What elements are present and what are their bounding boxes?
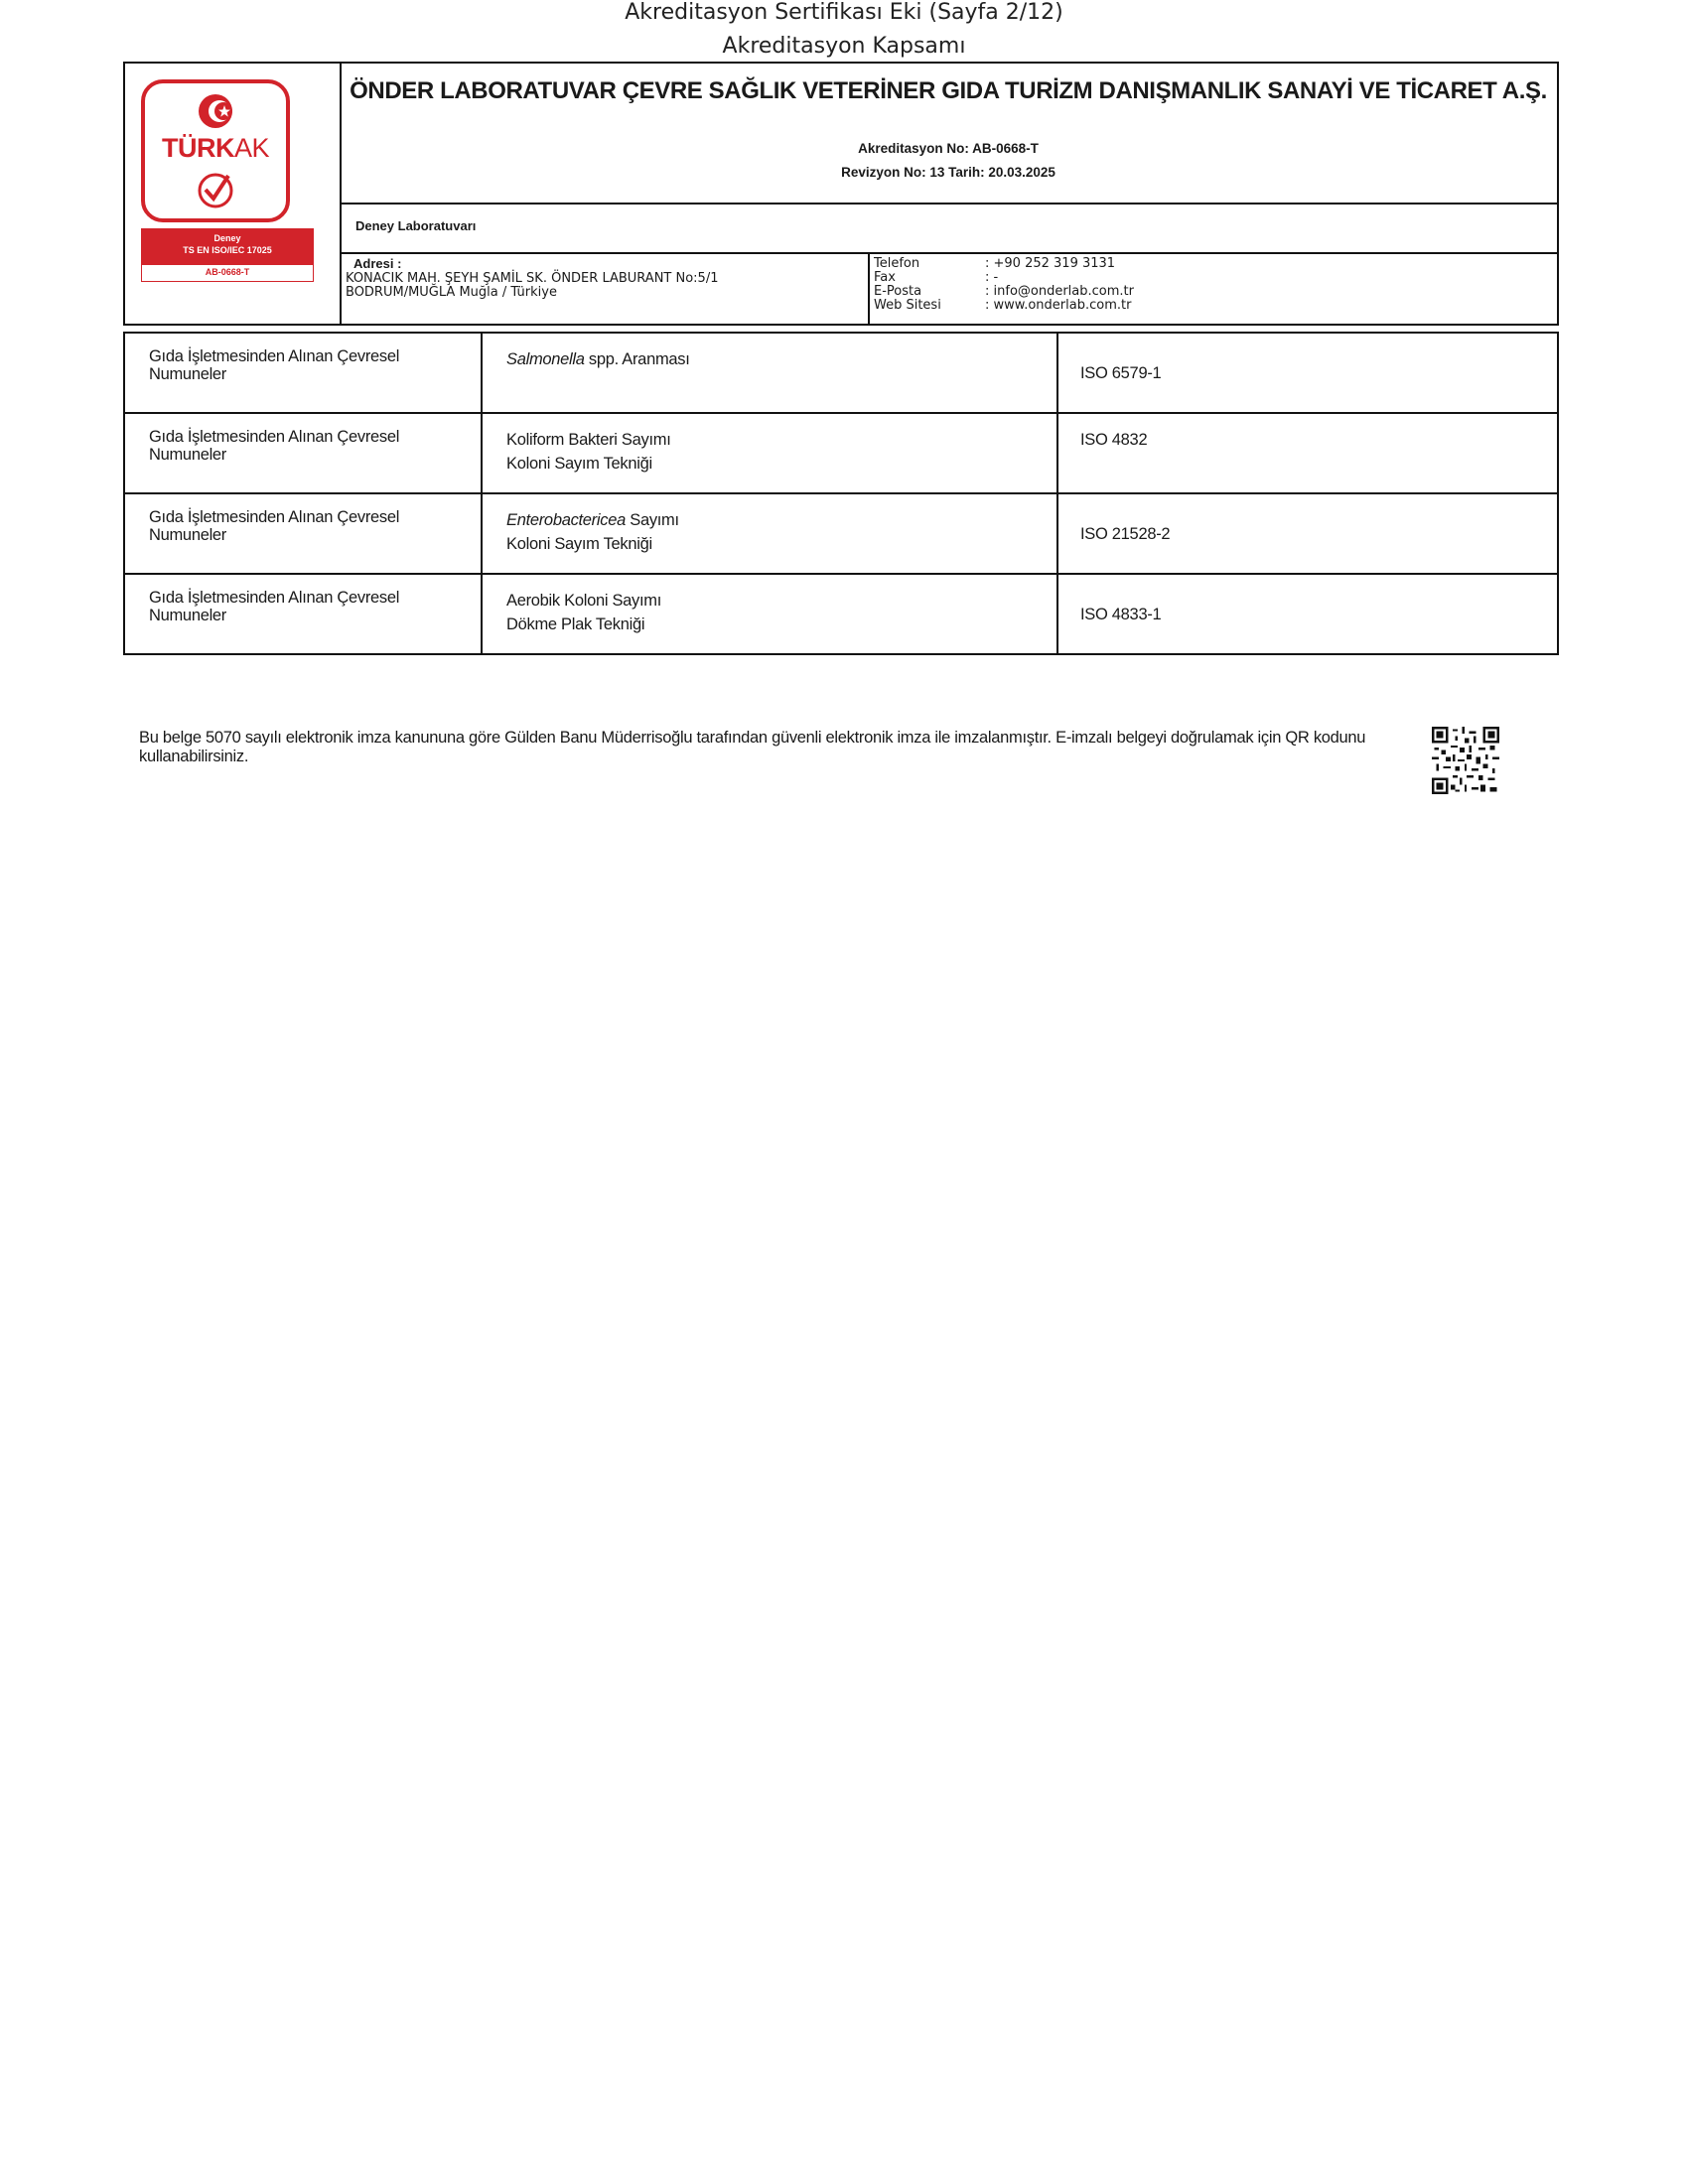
revision-info: Revizyon No: 13 Tarih: 20.03.2025 [841,165,1055,180]
table-row [124,574,1558,654]
sample-cell: Gıda İşletmesinden Alınan Çevresel Numuneler [124,413,482,493]
page-title: Akreditasyon Sertifikası Eki (Sayfa 2/12) [625,0,1063,25]
checkmark-icon [141,171,290,220]
accreditation-number: Akreditasyon No: AB-0668-T [858,141,1039,156]
test-cell: Koliform Bakteri Sayımı Koloni Sayım Tekniği [482,413,1057,493]
table-row [124,413,1558,493]
crescent-star-icon [141,83,290,133]
accreditation-header [123,62,1559,326]
contact-phone: Telefon : +90 252 319 3131 [874,256,1116,271]
contact-website: Web Sitesi : www.onderlab.com.tr [874,298,1132,313]
contact-fax: Fax : - [874,270,999,285]
qr-code-icon[interactable] [1432,727,1499,794]
logo-code: AB-0668-T [141,264,314,282]
test-cell: Aerobik Koloni Sayımı Dökme Plak Tekniği [482,574,1057,654]
logo-wordmark: TÜRKAK [161,133,270,163]
page-subtitle: Akreditasyon Kapsamı [722,34,966,59]
method-cell: ISO 4832 [1057,413,1558,493]
lab-type-cell [340,203,1557,254]
sample-cell: Gıda İşletmesinden Alınan Çevresel Numuneler [124,574,482,654]
address-line1: KONACIK MAH. ŞEYH ŞAMİL SK. ÖNDER LABURANT No:5/1 [346,271,719,286]
sample-cell: Gıda İşletmesinden Alınan Çevresel Numuneler [124,333,482,413]
contact-cell [868,252,1557,324]
turkak-logo [141,79,290,222]
logo-band-line2: TS EN ISO/IEC 17025 [183,245,272,255]
company-name: ÖNDER LABORATUVAR ÇEVRE SAĞLIK VETERİNER GIDA TURİZM DANIŞMANLIK SANAYİ VE TİCARET A.Ş. [350,77,1547,104]
address-cell [340,252,870,324]
test-cell: Enterobactericea Sayımı Koloni Sayım Tekniği [482,493,1057,574]
table-row [124,333,1558,413]
lab-type: Deney Laboratuvarı [355,218,477,233]
logo-band [141,228,314,264]
sample-cell: Gıda İşletmesinden Alınan Çevresel Numuneler [124,493,482,574]
address-label: Adresi : [353,256,402,271]
contact-email: E-Posta : info@onderlab.com.tr [874,284,1134,299]
method-cell: ISO 4833-1 [1057,574,1558,654]
scope-table [123,332,1559,655]
address-line2: BODRUM/MUĞLA Muğla / Türkiye [346,285,557,300]
logo-band-line1: Deney [213,233,241,243]
method-cell: ISO 21528-2 [1057,493,1558,574]
method-cell: ISO 6579-1 [1057,333,1558,413]
e-signature-notice: Bu belge 5070 sayılı elektronik imza kanununa göre Gülden Banu Müderrisoğlu tarafından güvenli elektronik imza ile imzalanmıştır. E-imzalı belgeyi doğrulamak için QR kodunu kullanabilirsiniz. [139,729,1366,765]
test-cell: Salmonella spp. Aranması [482,333,1057,413]
company-cell [340,64,1557,205]
table-row [124,493,1558,574]
logo-cell [125,64,342,324]
